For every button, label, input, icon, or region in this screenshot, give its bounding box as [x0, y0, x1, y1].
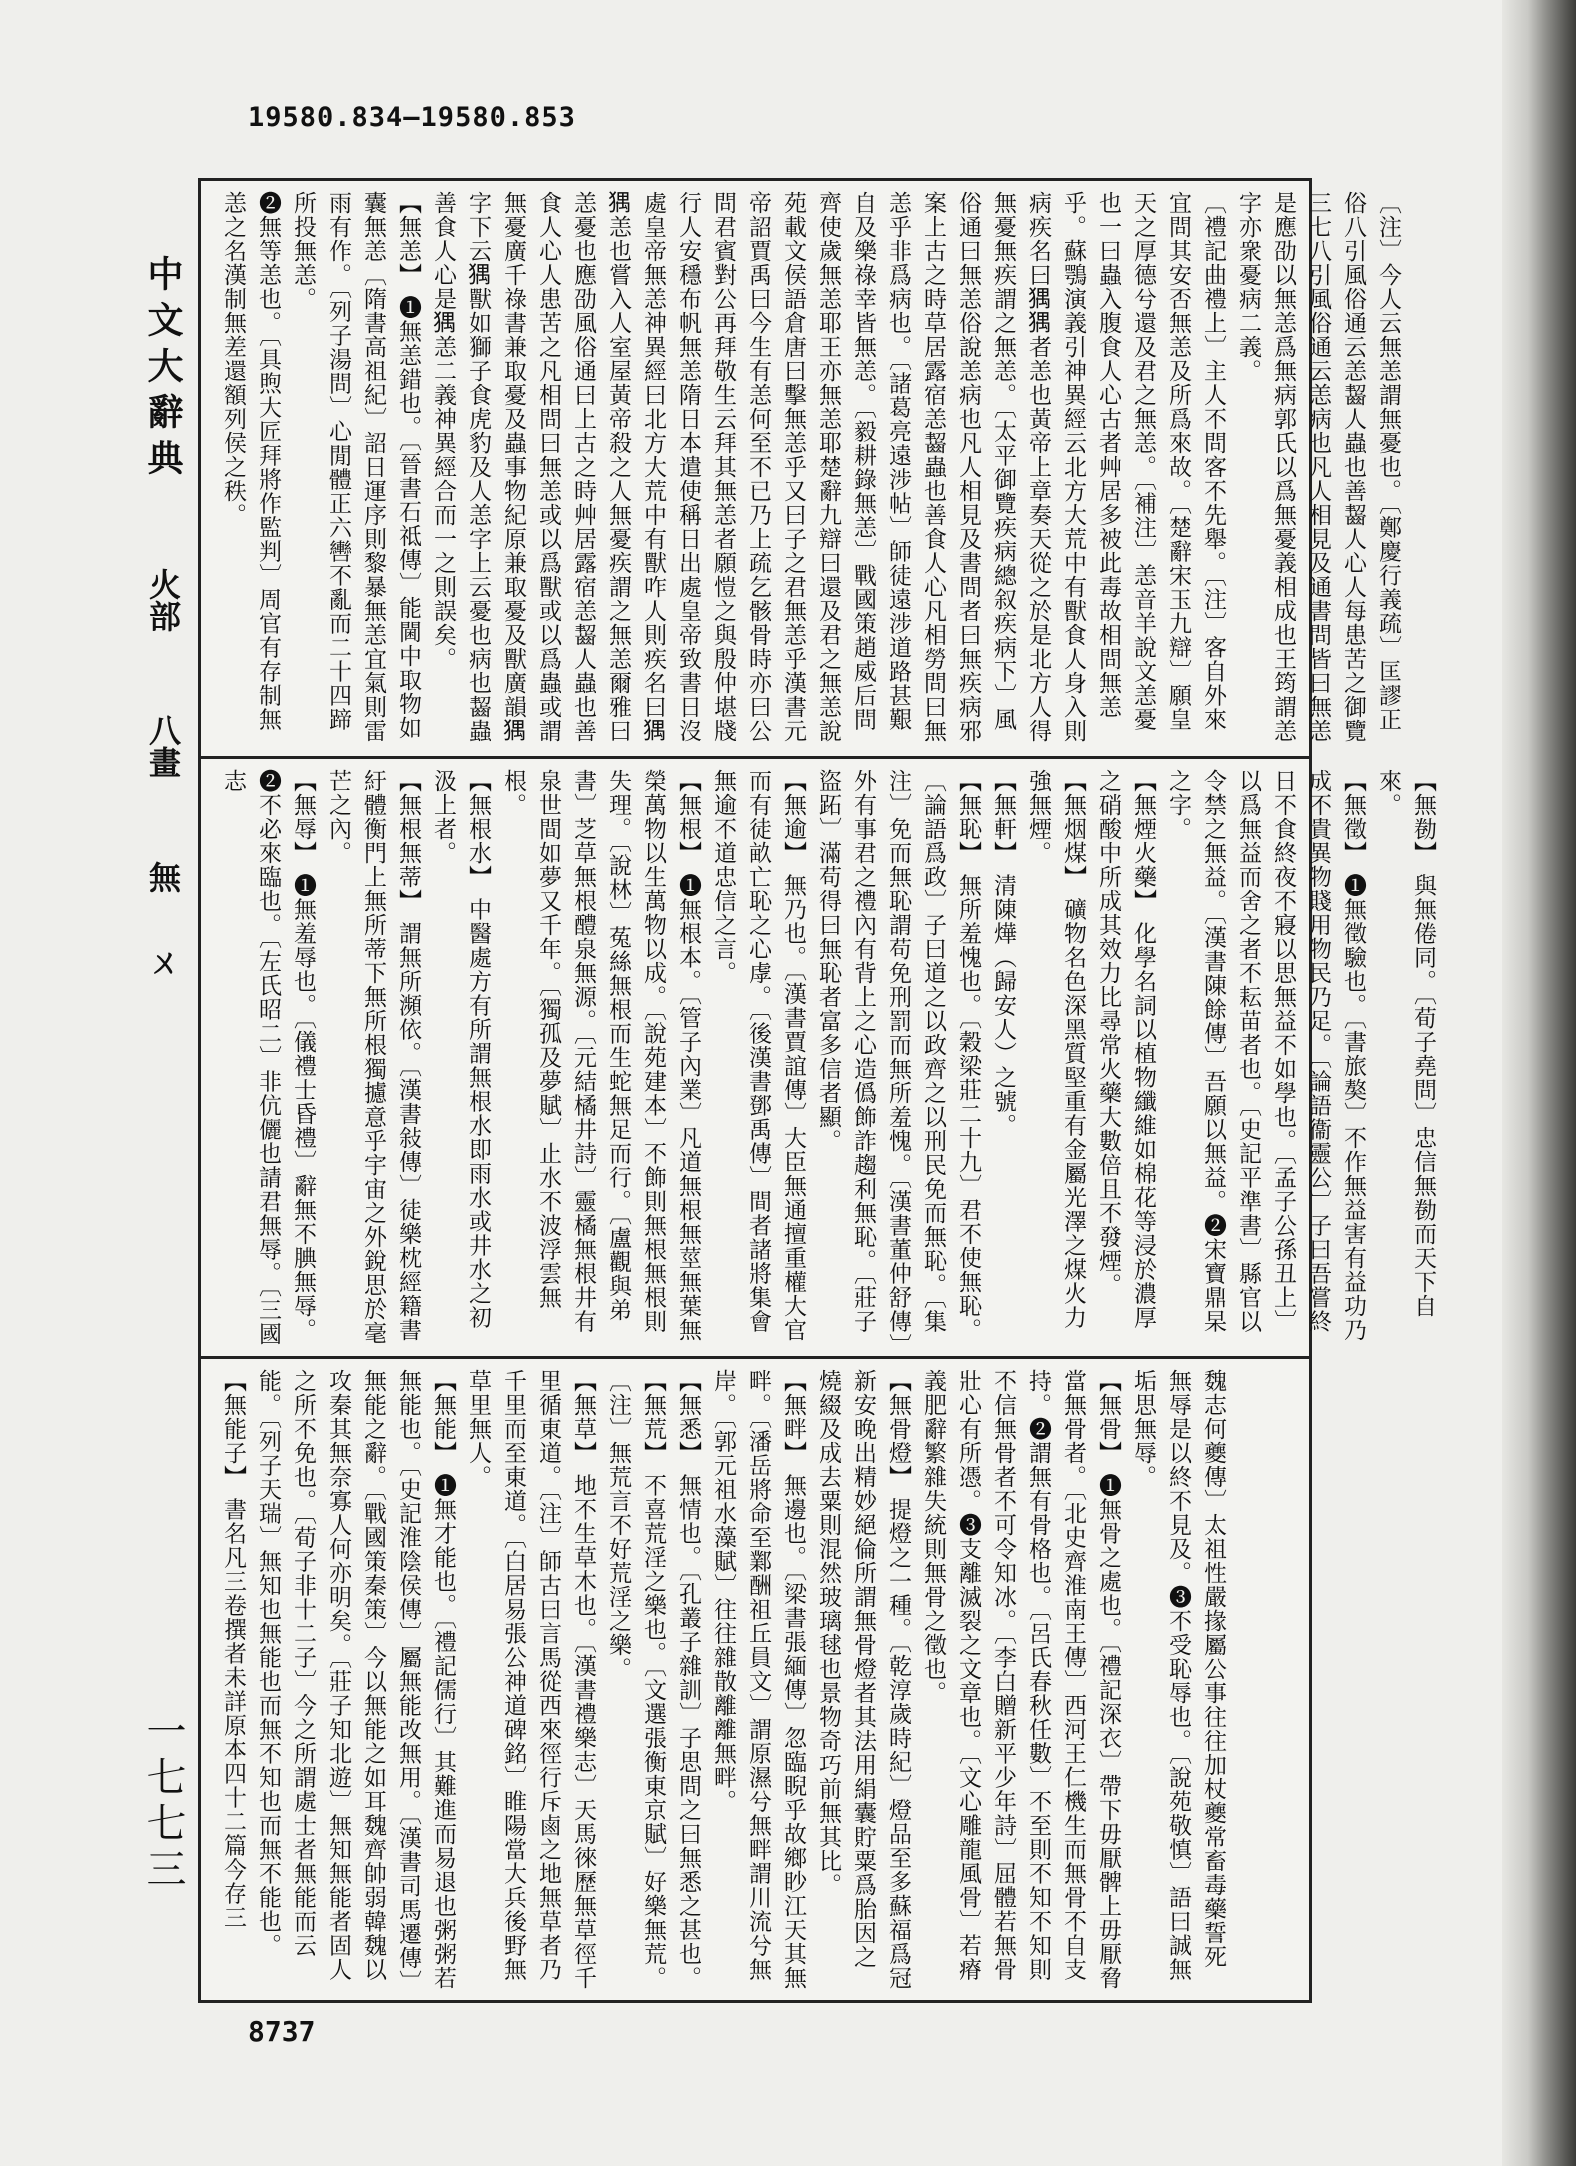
entry-range-header: 19580.834—19580.853 [248, 102, 576, 133]
running-head [132, 255, 192, 2015]
phonetic-label: ㄨ [144, 945, 182, 978]
dictionary-title: 中文大辭典 [142, 255, 184, 485]
text-tier-top [201, 181, 1401, 759]
radical-label: 火部 [144, 567, 182, 632]
tier-text: 【無勌】 與無倦同。〔荀子堯問〕忠信無勌而天下自來。 【無徵】 ❶無徵驗也。〔書旅獒〕不作無益害有益功乃成不貴異物賤用物民乃足。〔論語衞靈公〕子曰吾嘗終日不食終夜不寢以思無益不如學也。〔孟子公孫丑上〕以爲無益而舍之者不耘苗者也。〔史記平準書〕縣官以令禁之無益。〔漢書陳餘傳〕吾願以無益。❷宋寶鼎杲之字。 【無煙火藥】 化學名詞以植物纖維如棉花等浸於濃厚之硝酸中所成其效力比尋常火藥大數倍且不發煙。 【無烟煤】 礦物名色深黑質堅重有金屬光澤之煤火力強無煙。 【無軒】 清陳燁（歸安人）之號。 【無恥】 無所羞愧也。〔穀梁莊二十九〕君不使無恥。〔論語爲政〕子曰道之以政齊之以刑民免而無恥。〔集注〕免而無恥謂苟免刑罰而無所羞愧。〔漢書董仲舒傳〕外有事君之禮內有背上之心造僞飾詐趨利無恥。〔莊子盜跖〕滿苟得曰無恥者富多信者顯。 【無逾】 無乃也。〔漢書賈誼傳〕大臣無通擅重權大官而有徒畝亡恥之心虖。〔後漢書鄧禹傳〕間者諸將集會無逾不道忠信之言。 【無根】 ❶無根本。〔管子內業〕凡道無根無莖無葉無榮萬物以生萬物以成。〔說苑建本〕不飾則無根無根則失理。〔說林〕菟絲無根而生蛇無足而行。〔盧觀與弟書〕芝草無根醴泉無源。〔元結橘井詩〕靈橘無根井有泉世間如夢又千年。〔獨孤及夢賦〕止水不波浮雲無根。 【無根水】 中醫處方有所謂無根水即雨水或井水之初汲上者。 【無根無蒂】 謂無所瀕依。〔漢書敍傳〕徒樂枕經籍書紆體衡門上無所蒂下無所根獨攄意乎宇宙之外銳思於毫芒之內。 【無辱】 ❶無羞辱也。〔儀禮士昏禮〕辭無不腆無辱。❷不必來臨也。〔左氏昭二〕非伉儷也請君無辱。〔三國志 [220, 769, 1436, 1346]
page-number: 8737 [248, 2015, 316, 2048]
tier-text: 魏志何夔傳〕太祖性嚴掾屬公事往往加杖夔常畜毒藥誓死無辱是以終不見及。❸不受恥辱也。〔說苑敬慎〕語曰誠無垢思無辱。 【無骨】 ❶無骨之處也。〔禮記深衣〕帶下毋厭髀上毋厭脅當無骨者。〔北史齊淮南王傳〕西河王仁機生而無骨不自支持。❷謂無有骨格也。〔呂氏春秋任數〕不至則不知不知則不信無骨者不可令知冰。〔李白贈新平少年詩〕屈體若無骨壯心有所憑。❸支離滅裂之文章也。〔文心雕龍風骨〕若瘠義肥辭繁雜失統則無骨之徵也。 【無骨燈】 提燈之一種。〔乾淳歲時紀〕燈品至多蘇福爲冠新安晚出精妙絕倫所謂無骨燈者其法用絹囊貯粟爲胎因之燒綴及成去粟則混然玻璃毬也景物奇巧前無其比。 【無畔】 無邊也。〔梁書張緬傳〕忽臨睨乎故鄉眇江天其無畔。〔潘岳將命至鄴酬祖丘員文〕謂原濕兮無畔謂川流兮無岸。〔郭元祖水藻賦〕往往雜散離離無畔。 【無悉】 無情也。〔孔叢子雜訓〕子思問之曰無悉之甚也。 【無荒】 不喜荒淫之樂也。〔文選張衡東京賦〕好樂無荒。〔注〕無荒言不好荒淫之樂。 【無草】 地不生草木也。〔漢書禮樂志〕天馬徠歷無草徑千里循東道。〔注〕師古曰言馬從西來徑行斥鹵之地無草者乃千里而至東道。〔白居易張公神道碑銘〕睢陽當大兵後野無草里無人。 【無能】 ❶無才能也。〔禮記儒行〕其難進而易退也粥粥若無能也。〔史記淮陰侯傳〕屬無能改無用。〔漢書司馬遷傳〕無能之辭。〔戰國策秦策〕今以無能之如耳魏齊帥弱韓魏以攻秦其無奈寡人何亦明矣。〔莊子知北遊〕無知無能者固人之所不免也。〔荀子非十二子〕今之所謂處士者無能而云能。〔列子天瑞〕無知也無能也而無不知也而無不能也。 【無能子】 書名凡三卷撰者未詳原本四十二篇今存三 [220, 1369, 1226, 1990]
folio-number: 一七七三 [140, 1709, 186, 1894]
scan-edge-shadow [1502, 0, 1576, 2166]
text-tier-middle [201, 759, 1436, 1359]
page-frame [198, 178, 1436, 2003]
stroke-count-label: 八畫 [144, 714, 182, 779]
text-tier-bottom [201, 1359, 1309, 2000]
tier-text: 〔注〕今人云無恙謂無憂也。〔鄭慶行義疏〕匡謬正俗八引風俗通云恙齧人蟲也善齧人心人每患苦之御覽三七八引風俗通云恙病也凡人相見及通書問皆曰無恙是應劭以無恙爲無病郭氏以爲無憂義相成也王筠謂恙字亦衆憂病二義。 〔禮記曲禮上〕主人不問客不先舉。〔注〕客自外來宜問其安否無恙及所爲來故。〔楚辭宋玉九辯〕願皇天之厚德兮還及君之無恙。〔補注〕恙音羊說文恙憂也一曰蟲入腹食人心古者艸居多被此毒故相問無恙乎。蘇鶚演義引神異經云北方大荒中有獸食人身入則病疾名曰𤟹𤟹者恙也黃帝上章奏天從之於是北方人得無憂無疾謂之無恙。〔太平御覽疾病總叙疾病下〕風俗通曰無恙俗說恙病也凡人相見及書問者曰無疾病邪案上古之時草居露宿恙齧蟲也善食人心凡相勞問曰無恙乎非爲病也。〔諸葛亮遠涉帖〕師徒遠涉道路甚艱自及樂祿幸皆無恙。〔毅耕錄無恙〕戰國策趙威后問齊使歲無恙耶王亦無恙耶楚辭九辯曰還及君之無恙說苑載文侯語倉唐曰擊無恙乎又曰子之君無恙乎漢書元帝詔賈禹曰今生有恙何至不已乃上疏乞骸骨時亦曰公問君賓對公再拜敬生云拜其無恙者願愷之與殷仲堪牋行人安穩布帆無恙隋日本遣使稱日出處皇帝致書日沒處皇帝無恙神異經曰北方大荒中有獸咋人則疾名曰𤟹𤟹恙也嘗入人室屋黃帝殺之人無憂疾謂之無恙爾雅曰恙憂也應劭風俗通曰上古之時艸居露宿恙齧人蟲也善食人心人患苦之凡相問曰無恙或以爲獸或以爲蟲或謂無憂廣千祿書兼取憂及蟲事物紀原兼取憂及獸廣韻𤟹字下云𤟹獸如獅子食虎豹及人恙字上云憂也病也齧蟲善食人心是𤟹恙二義神異經合而一之則誤矣。 【無恙】 ❶無恙錯也。〔晉書石祗傳〕能閫中取物如囊無恙〔隋書高祖紀〕詔日運序則黎暴無恙宜氣則雷雨有作。〔列子湯問〕心閒體正六轡不亂而二十四蹄所投無恙。 ❷無等恙也。〔具煦大匠拜將作監判〕周官有存制無恙之名漢制無差還額列侯之秩。 [220, 191, 1401, 743]
head-character: 無 [144, 860, 182, 893]
